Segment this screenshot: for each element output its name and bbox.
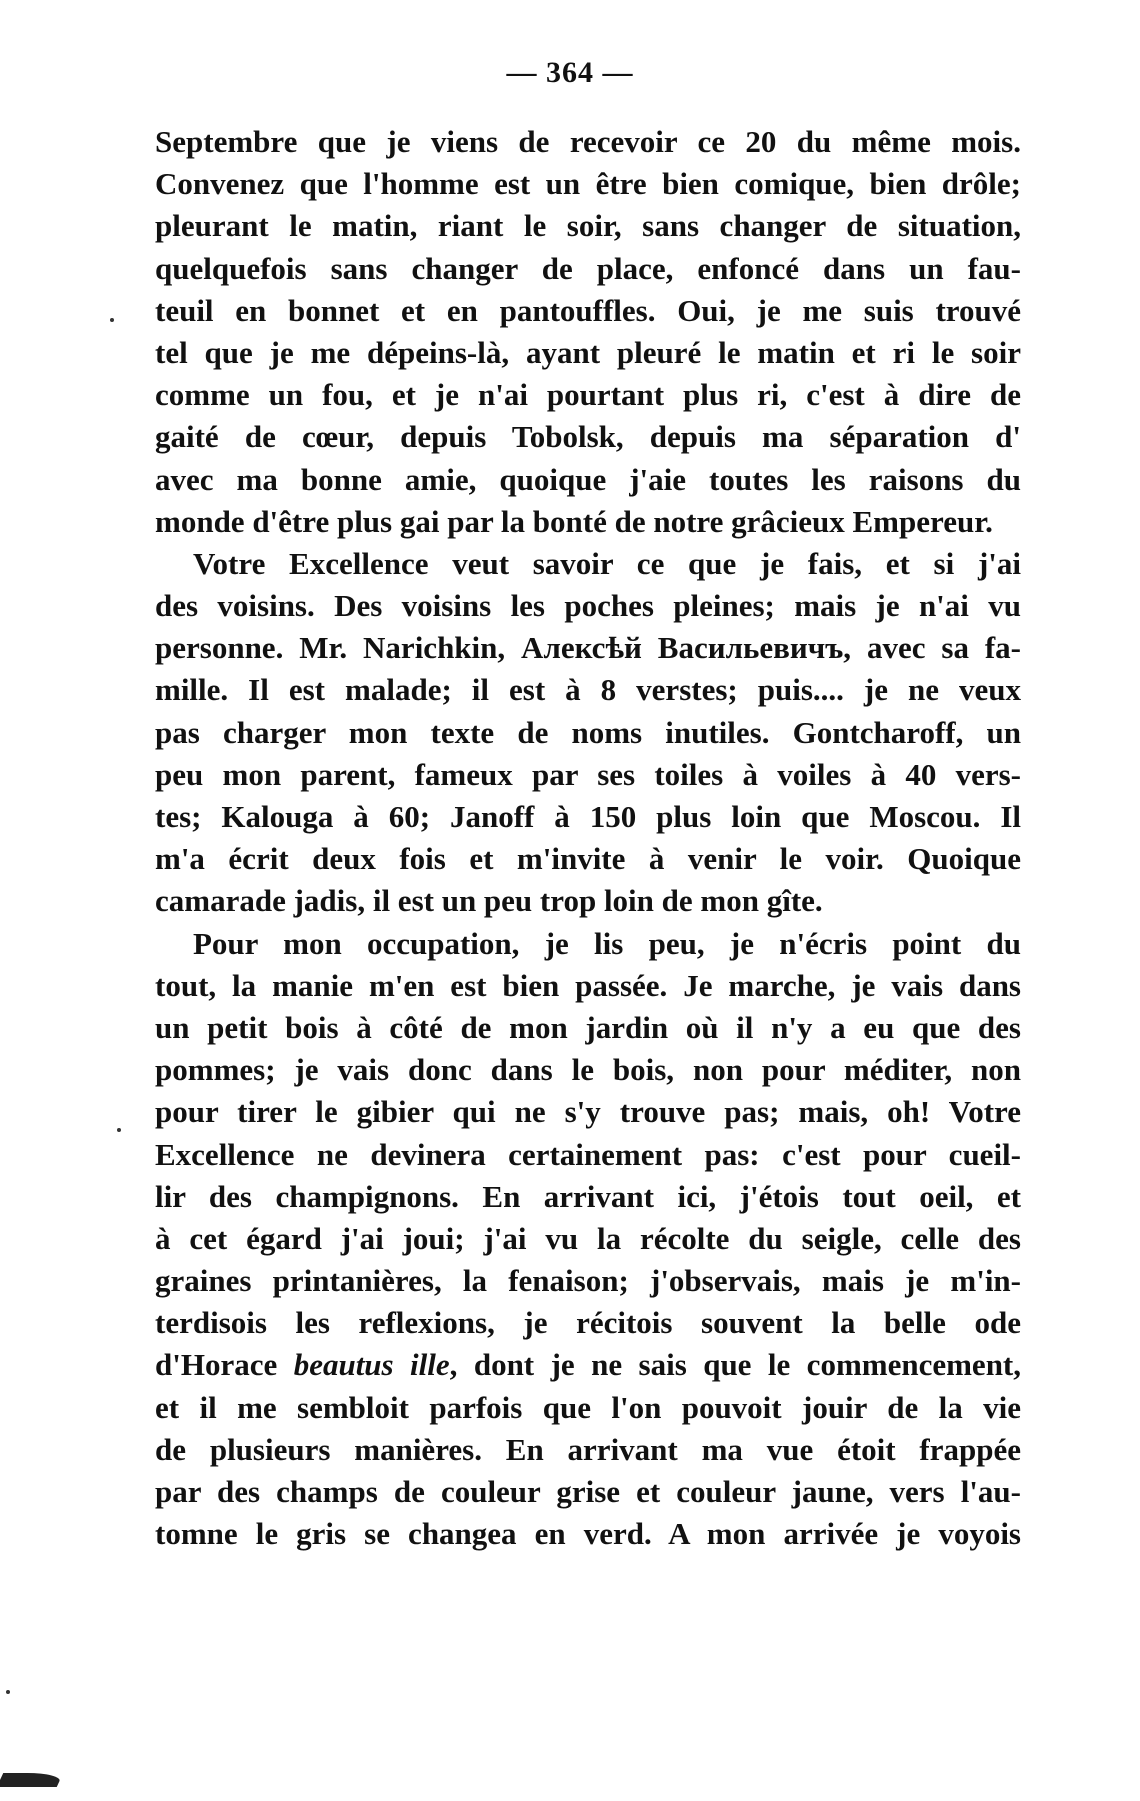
line-30-after: , dont je ne sais que le commencement, <box>449 1347 1022 1383</box>
text-line: avec ma bonne amie, quoique j'aie toutes les raisons du <box>155 461 1021 497</box>
text-line: tomne le gris se changea en verd. A mon arrivée je voyois <box>155 1516 1021 1552</box>
text-line: Excellence ne devinera certainement pas: c'est pour cueil- <box>155 1136 1021 1172</box>
text-line: camarade jadis, il est un peu trop loin de mon gîte. <box>155 883 823 919</box>
text-line: Septembre que je viens de recevoir ce 20 du même mois. <box>155 124 1021 159</box>
text-line: pas charger mon texte de noms inutiles. Gontcharoff, un <box>155 714 1021 750</box>
text-line: peu mon parent, fameux par ses toiles à voiles à 40 vers- <box>155 756 1021 792</box>
text-line: par des champs de couleur grise et couleur jaune, vers l'au- <box>155 1474 1021 1509</box>
italic-phrase: beautus ille <box>293 1347 450 1383</box>
text-line: pommes; je vais donc dans le bois, non pour méditer, non <box>155 1052 1021 1088</box>
text-line: quelquefois sans changer de place, enfoncé dans un fau- <box>155 250 1021 286</box>
scan-smudge <box>0 1773 63 1787</box>
print-speck <box>117 1128 121 1132</box>
print-speck <box>110 318 114 322</box>
text-line: comme un fou, et je n'ai pourtant plus ri, c'est à dire de <box>155 377 1021 413</box>
text-line: à cet égard j'ai joui; j'ai vu la récolte du seigle, celle des <box>155 1220 1021 1256</box>
text-line: m'a écrit deux fois et m'invite à venir le voir. Quoique <box>155 841 1021 877</box>
text-line: Pour mon occupation, je lis peu, je n'écris point du <box>193 925 1021 961</box>
text-line: Convenez que l'homme est un être bien comique, bien drôle; <box>155 166 1021 202</box>
text-line: monde d'être plus gai par la bonté de notre grâcieux Empereur. <box>155 503 993 539</box>
text-line: tout, la manie m'en est bien passée. Je marche, je vais dans <box>155 967 1021 1003</box>
text-line: de plusieurs manières. En arrivant ma vue étoit frappée <box>155 1431 1021 1467</box>
text-line: tel que je me dépeins-là, ayant pleuré le matin et ri le soir <box>155 334 1021 370</box>
text-line-with-italic <box>155 1344 1021 1386</box>
text-line: un petit bois à côté de mon jardin où il n'y a eu que des <box>155 1009 1021 1045</box>
text-line: et il me sembloit parfois que l'on pouvoit jouir de la vie <box>155 1389 1021 1425</box>
text-line: des voisins. Des voisins les poches pleines; mais je n'ai vu <box>155 588 1021 624</box>
text-line: lir des champignons. En arrivant ici, j'étois tout oeil, et <box>155 1178 1021 1214</box>
text-line: teuil en bonnet et en pantouffles. Oui, je me suis trouvé <box>155 292 1021 328</box>
page-number: — 364 — <box>506 56 634 89</box>
text-line: Votre Excellence veut savoir ce que je fais, et si j'ai <box>193 545 1021 581</box>
text-line: gaité de cœur, depuis Tobolsk, depuis ma séparation d' <box>155 419 1021 455</box>
text-line: mille. Il est malade; il est à 8 verstes; puis.... je ne veux <box>155 672 1021 708</box>
text-line: pour tirer le gibier qui ne s'y trouve pas; mais, oh! Votre <box>155 1094 1021 1130</box>
print-speck <box>6 1690 10 1694</box>
text-line: graines printanières, la fenaison; j'observais, mais je m'in- <box>155 1263 1021 1299</box>
text-line: terdisois les reflexions, je récitois souvent la belle ode <box>155 1305 1021 1341</box>
line-30-before: d'Horace <box>155 1347 294 1383</box>
body-text <box>155 121 1021 1555</box>
text-line: tes; Kalouga à 60; Janoff à 150 plus loin que Moscou. Il <box>155 799 1021 834</box>
text-line: personne. Mr. Narichkin, Алексѣй Васильевичъ, avec sa fa- <box>155 630 1021 666</box>
text-line: pleurant le matin, riant le soir, sans changer de situation, <box>155 208 1021 244</box>
